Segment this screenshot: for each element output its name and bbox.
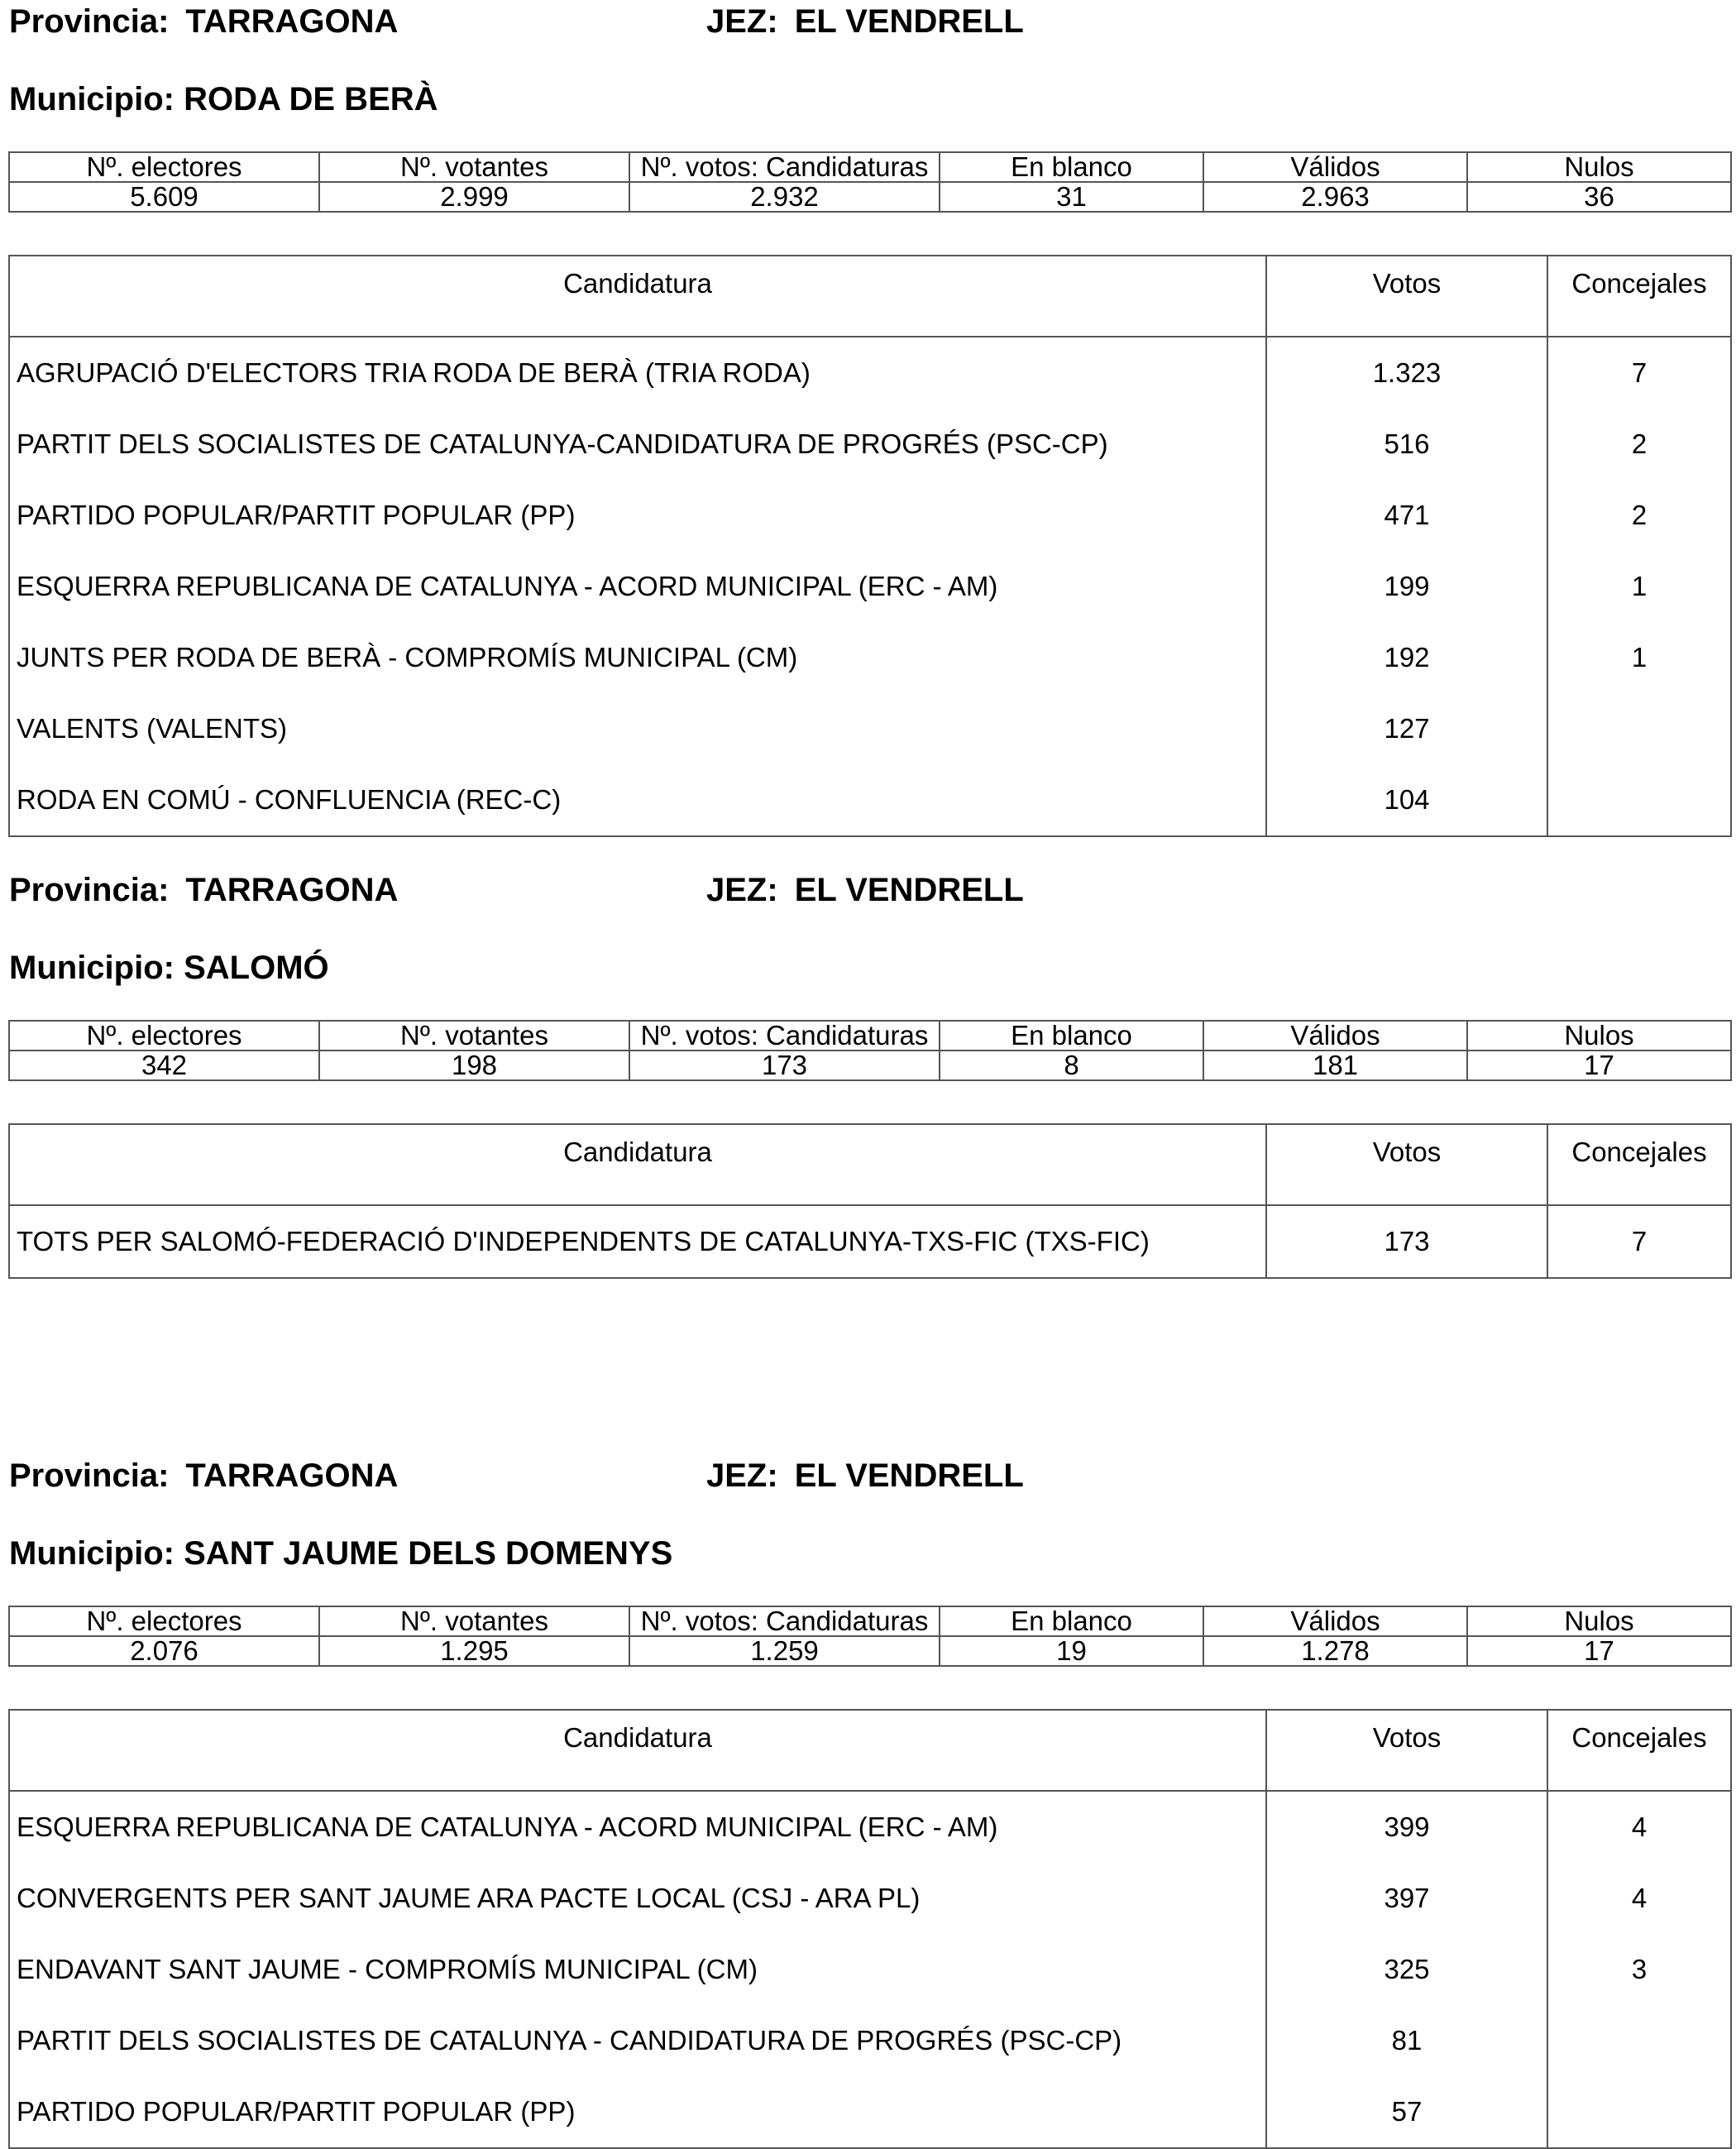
candidatura-votos: 104 [1266, 764, 1547, 836]
stats-header: Nº. votos: Candidaturas [629, 1606, 940, 1636]
candidaturas-header-row [9, 256, 1731, 337]
candidatura-row [9, 551, 1731, 622]
provincia-value: TARRAGONA [185, 872, 399, 908]
candidatura-row [9, 2076, 1731, 2148]
candidatura-name: PARTIDO POPULAR/PARTIT POPULAR (PP) [9, 480, 1266, 551]
candidatura-header: Candidatura [9, 1710, 1266, 1791]
municipio-header [9, 83, 438, 116]
candidatura-name: PARTIT DELS SOCIALISTES DE CATALUNYA-CANDIDATURA DE PROGRÉS (PSC-CP) [9, 409, 1266, 480]
candidatura-name: ENDAVANT SANT JAUME - COMPROMÍS MUNICIPAL (CM) [9, 1934, 1266, 2005]
candidatura-concejales: 4 [1547, 1863, 1731, 1934]
stats-value: 2.932 [629, 182, 940, 212]
municipio-label: Municipio: [9, 81, 175, 117]
candidatura-concejales [1547, 764, 1731, 836]
candidatura-votos: 325 [1266, 1934, 1547, 2005]
stats-header: En blanco [940, 1606, 1203, 1636]
stats-value: 198 [319, 1051, 629, 1080]
candidatura-concejales [1547, 693, 1731, 764]
provincia-label: Provincia: [9, 872, 170, 908]
candidatura-votos: 397 [1266, 1863, 1547, 1934]
stats-header: Nº. votantes [319, 152, 629, 182]
stats-header: Válidos [1203, 1606, 1467, 1636]
stats-value: 17 [1467, 1051, 1731, 1080]
candidatura-name: ESQUERRA REPUBLICANA DE CATALUNYA - ACORD MUNICIPAL (ERC - AM) [9, 1791, 1266, 1863]
stats-header: Nº. votantes [319, 1021, 629, 1051]
candidatura-row [9, 764, 1731, 836]
candidatura-votos: 516 [1266, 409, 1547, 480]
votos-header: Votos [1266, 256, 1547, 337]
candidaturas-table [8, 255, 1732, 837]
candidatura-name: RODA EN COMÚ - CONFLUENCIA (REC-C) [9, 764, 1266, 836]
provincia-header [9, 873, 398, 907]
candidatura-row [9, 1791, 1731, 1863]
candidatura-row [9, 337, 1731, 409]
stats-header-row [9, 152, 1731, 182]
jez-value: EL VENDRELL [794, 3, 1024, 40]
candidatura-concejales: 7 [1547, 337, 1731, 409]
municipio-value: RODA DE BERÀ [184, 81, 438, 117]
candidatura-concejales [1547, 2076, 1731, 2148]
candidaturas-table [8, 1709, 1732, 2149]
stats-header: Nulos [1467, 1021, 1731, 1051]
candidatura-name: PARTIT DELS SOCIALISTES DE CATALUNYA - CANDIDATURA DE PROGRÉS (PSC-CP) [9, 2005, 1266, 2076]
votos-header: Votos [1266, 1124, 1547, 1205]
candidatura-name: TOTS PER SALOMÓ-FEDERACIÓ D'INDEPENDENTS DE CATALUNYA-TXS-FIC (TXS-FIC) [9, 1205, 1266, 1278]
stats-header: Válidos [1203, 1021, 1467, 1051]
municipio-value: SANT JAUME DELS DOMENYS [184, 1535, 673, 1572]
candidatura-name: ESQUERRA REPUBLICANA DE CATALUNYA - ACORD MUNICIPAL (ERC - AM) [9, 551, 1266, 622]
stats-value: 36 [1467, 182, 1731, 212]
concejales-header: Concejales [1547, 1710, 1731, 1791]
stats-value: 1.295 [319, 1636, 629, 1666]
stats-header: En blanco [940, 1021, 1203, 1051]
stats-value: 2.999 [319, 182, 629, 212]
stats-value: 342 [9, 1051, 319, 1080]
candidaturas-header-row [9, 1710, 1731, 1791]
candidatura-row [9, 1205, 1731, 1278]
municipio-header [9, 951, 329, 984]
provincia-header [9, 5, 398, 38]
candidatura-row [9, 693, 1731, 764]
municipio-label: Municipio: [9, 950, 175, 986]
municipio-label: Municipio: [9, 1535, 175, 1572]
candidatura-concejales: 3 [1547, 1934, 1731, 2005]
candidatura-name: VALENTS (VALENTS) [9, 693, 1266, 764]
candidatura-concejales: 4 [1547, 1791, 1731, 1863]
candidatura-votos: 57 [1266, 2076, 1547, 2148]
jez-value: EL VENDRELL [794, 1457, 1024, 1494]
stats-header: Nº. electores [9, 1606, 319, 1636]
candidatura-row [9, 1934, 1731, 2005]
stats-value: 5.609 [9, 182, 319, 212]
candidatura-row [9, 409, 1731, 480]
stats-header: Nº. votos: Candidaturas [629, 152, 940, 182]
stats-header-row [9, 1606, 1731, 1636]
jez-label: JEZ: [706, 3, 778, 40]
stats-value: 17 [1467, 1636, 1731, 1666]
stats-header-row [9, 1021, 1731, 1051]
candidatura-concejales: 1 [1547, 551, 1731, 622]
stats-header: Nº. electores [9, 1021, 319, 1051]
candidatura-votos: 81 [1266, 2005, 1547, 2076]
stats-header: Nulos [1467, 1606, 1731, 1636]
candidatura-votos: 1.323 [1266, 337, 1547, 409]
candidatura-votos: 199 [1266, 551, 1547, 622]
candidatura-name: JUNTS PER RODA DE BERÀ - COMPROMÍS MUNICIPAL (CM) [9, 622, 1266, 693]
stats-value: 8 [940, 1051, 1203, 1080]
municipio-value: SALOMÓ [184, 950, 329, 986]
candidatura-concejales: 7 [1547, 1205, 1731, 1278]
stats-header: Válidos [1203, 152, 1467, 182]
candidatura-row [9, 622, 1731, 693]
candidatura-name: PARTIDO POPULAR/PARTIT POPULAR (PP) [9, 2076, 1266, 2148]
stats-value: 19 [940, 1636, 1203, 1666]
provincia-header [9, 1459, 398, 1492]
jez-label: JEZ: [706, 1457, 778, 1494]
municipio-header [9, 1537, 672, 1570]
stats-value-row [9, 1051, 1731, 1080]
stats-table [8, 151, 1732, 213]
stats-value: 173 [629, 1051, 940, 1080]
jez-value: EL VENDRELL [794, 872, 1024, 908]
candidaturas-header-row [9, 1124, 1731, 1205]
candidatura-name: AGRUPACIÓ D'ELECTORS TRIA RODA DE BERÀ (TRIA RODA) [9, 337, 1266, 409]
concejales-header: Concejales [1547, 256, 1731, 337]
candidatura-votos: 471 [1266, 480, 1547, 551]
candidatura-row [9, 480, 1731, 551]
jez-header [706, 5, 1024, 38]
candidatura-header: Candidatura [9, 256, 1266, 337]
candidatura-votos: 192 [1266, 622, 1547, 693]
candidatura-row [9, 1863, 1731, 1934]
candidatura-concejales: 2 [1547, 409, 1731, 480]
candidatura-votos: 399 [1266, 1791, 1547, 1863]
provincia-label: Provincia: [9, 1457, 170, 1494]
candidatura-concejales: 1 [1547, 622, 1731, 693]
stats-value-row [9, 1636, 1731, 1666]
concejales-header: Concejales [1547, 1124, 1731, 1205]
candidatura-header: Candidatura [9, 1124, 1266, 1205]
candidatura-concejales: 2 [1547, 480, 1731, 551]
jez-header [706, 1459, 1024, 1492]
jez-header [706, 873, 1024, 907]
stats-table [8, 1020, 1732, 1081]
stats-header: Nº. votantes [319, 1606, 629, 1636]
stats-header: En blanco [940, 152, 1203, 182]
votos-header: Votos [1266, 1710, 1547, 1791]
stats-header: Nº. electores [9, 152, 319, 182]
stats-value: 181 [1203, 1051, 1467, 1080]
stats-value-row [9, 182, 1731, 212]
stats-value: 2.076 [9, 1636, 319, 1666]
stats-table [8, 1606, 1732, 1667]
stats-value: 1.278 [1203, 1636, 1467, 1666]
candidatura-name: CONVERGENTS PER SANT JAUME ARA PACTE LOCAL (CSJ - ARA PL) [9, 1863, 1266, 1934]
stats-header: Nulos [1467, 152, 1731, 182]
stats-value: 1.259 [629, 1636, 940, 1666]
candidatura-concejales [1547, 2005, 1731, 2076]
candidaturas-table [8, 1123, 1732, 1279]
provincia-label: Provincia: [9, 3, 170, 40]
candidatura-votos: 127 [1266, 693, 1547, 764]
jez-label: JEZ: [706, 872, 778, 908]
provincia-value: TARRAGONA [185, 3, 399, 40]
stats-value: 2.963 [1203, 182, 1467, 212]
candidatura-votos: 173 [1266, 1205, 1547, 1278]
stats-header: Nº. votos: Candidaturas [629, 1021, 940, 1051]
provincia-value: TARRAGONA [185, 1457, 399, 1494]
candidatura-row [9, 2005, 1731, 2076]
stats-value: 31 [940, 182, 1203, 212]
